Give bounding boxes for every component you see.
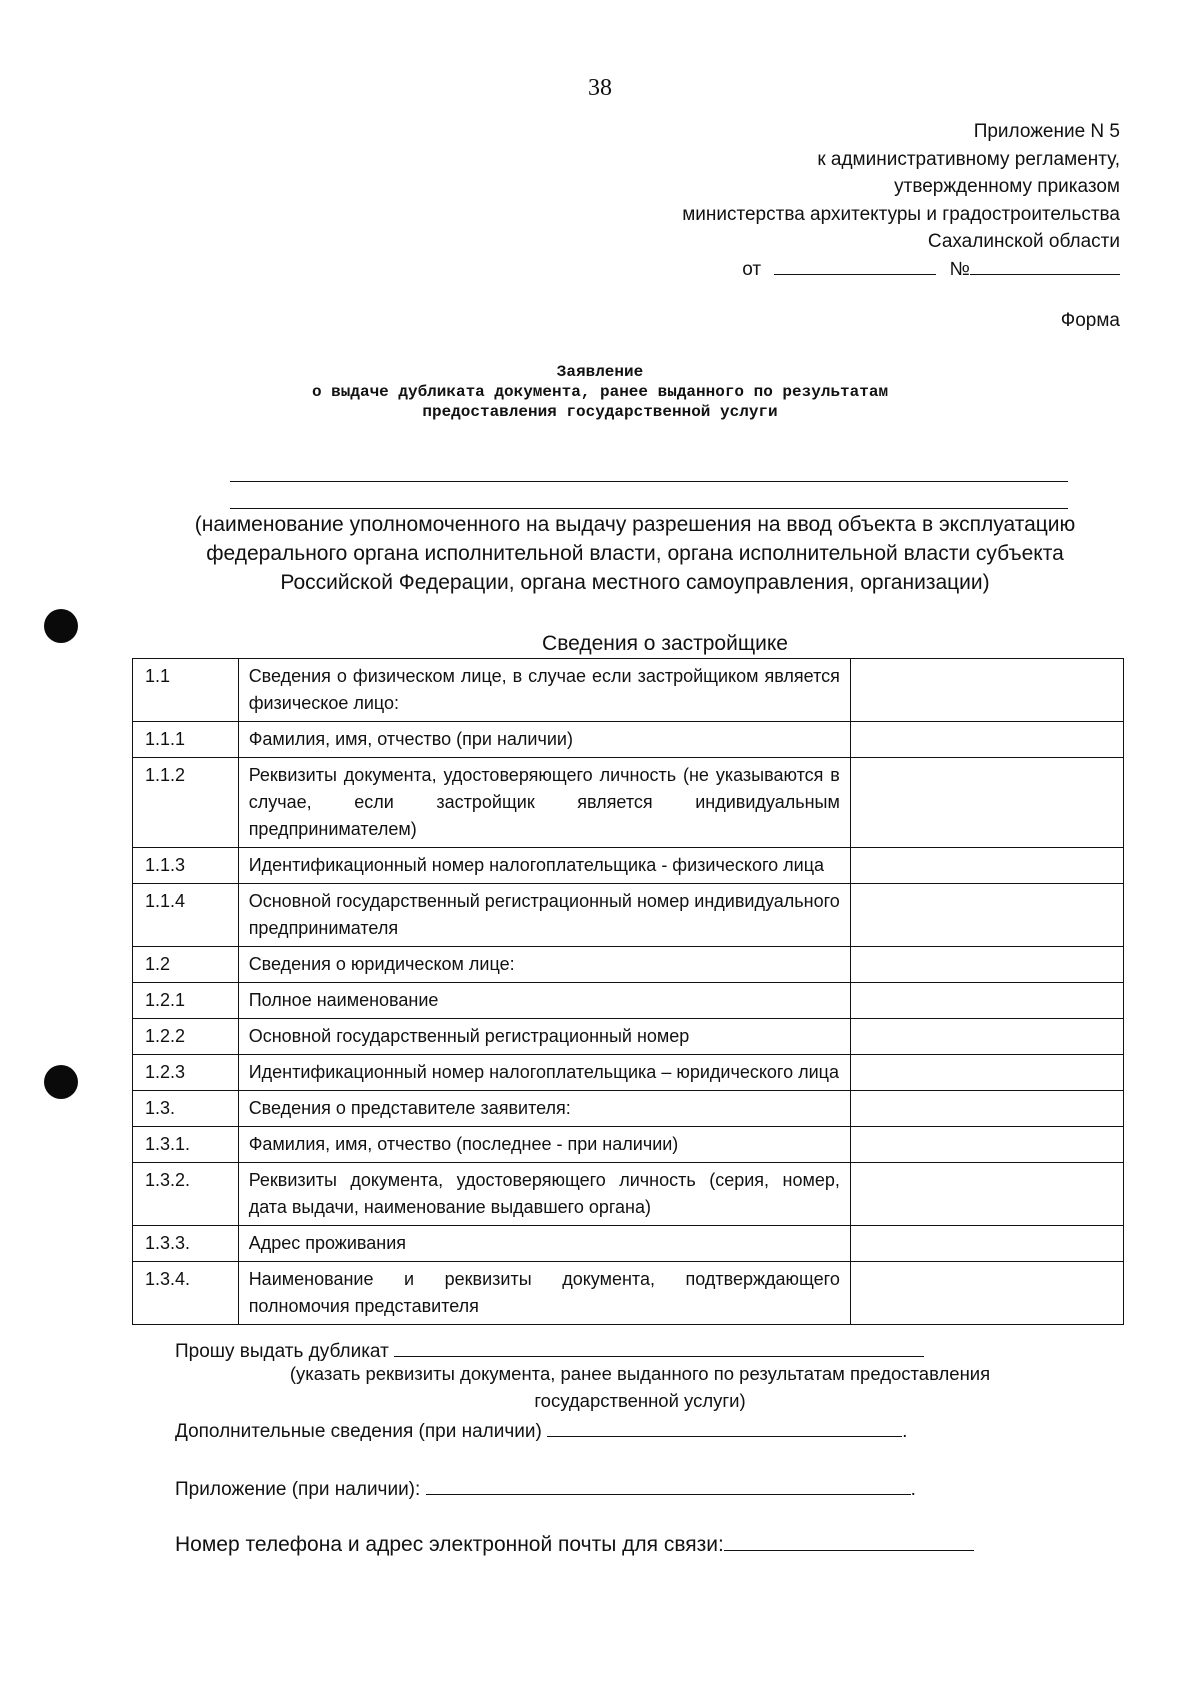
row-description: Сведения о представителе заявителя: (238, 1091, 850, 1127)
table-row (133, 1055, 1124, 1091)
row-number: 1.1.1 (133, 722, 239, 758)
row-value-field[interactable] (850, 1091, 1123, 1127)
row-value-field[interactable] (850, 1055, 1123, 1091)
row-description: Фамилия, имя, отчество (при наличии) (238, 722, 850, 758)
row-description: Основной государственный регистрационный номер (238, 1019, 850, 1055)
attachment-field[interactable] (426, 1476, 911, 1495)
punch-hole (44, 1065, 78, 1099)
row-value-field[interactable] (850, 659, 1123, 722)
row-value-field[interactable] (850, 1019, 1123, 1055)
additional-info (175, 1418, 907, 1443)
row-number: 1.1.3 (133, 848, 239, 884)
table-row (133, 848, 1124, 884)
title-line-2: о выдаче дубликата документа, ранее выданного по результатам (311, 383, 889, 401)
appendix-line-3: утвержденному приказом (894, 176, 1120, 197)
contact-label: Номер телефона и адрес электронной почты для связи: (175, 1533, 724, 1556)
authority-name-line-1[interactable] (230, 481, 1068, 482)
appendix-line-4: министерства архитектуры и градостроительства (682, 203, 1120, 225)
row-value-field[interactable] (850, 884, 1123, 947)
row-description: Основной государственный регистрационный номер индивидуального предпринимателя (238, 884, 850, 947)
row-description: Сведения о физическом лице, в случае если застройщиком является физическое лицо: (238, 659, 850, 722)
contact-info (175, 1532, 974, 1557)
row-value-field[interactable] (850, 1163, 1123, 1226)
authority-caption-line-3: Российской Федерации, органа местного самоуправления, организации) (280, 571, 990, 594)
authority-caption-line-1: (наименование уполномоченного на выдачу разрешения на ввод объекта в эксплуатацию (194, 513, 1076, 536)
request-caption (140, 1360, 1140, 1414)
from-label: от (742, 258, 762, 280)
number-label: № (949, 258, 970, 280)
row-number: 1.3.1. (133, 1127, 239, 1163)
row-description: Полное наименование (238, 983, 850, 1019)
appendix-line-2: к административному регламенту, (817, 148, 1120, 170)
document-title (0, 362, 1200, 422)
contact-field[interactable] (724, 1532, 974, 1551)
row-number: 1.2.3 (133, 1055, 239, 1091)
row-number: 1.2.2 (133, 1019, 239, 1055)
table-row (133, 1226, 1124, 1262)
row-value-field[interactable] (850, 983, 1123, 1019)
appendix-date-number (560, 256, 1120, 284)
row-value-field[interactable] (850, 848, 1123, 884)
section-title: Сведения о застройщике (542, 632, 788, 655)
attachment-label: Приложение (при наличии): (175, 1479, 421, 1500)
table-row (133, 1262, 1124, 1325)
row-number: 1.3. (133, 1091, 239, 1127)
row-number: 1.2.1 (133, 983, 239, 1019)
row-number: 1.1.2 (133, 758, 239, 848)
row-value-field[interactable] (850, 1226, 1123, 1262)
table-row (133, 1091, 1124, 1127)
row-description: Фамилия, имя, отчество (последнее - при наличии) (238, 1127, 850, 1163)
title-line-1: Заявление (556, 363, 644, 381)
table-row (133, 884, 1124, 947)
request-caption-line-1: (указать реквизиты документа, ранее выданного по результатам предоставления (289, 1363, 991, 1384)
row-number: 1.3.3. (133, 1226, 239, 1262)
table-row (133, 947, 1124, 983)
row-number: 1.3.4. (133, 1262, 239, 1325)
row-description: Идентификационный номер налогоплательщика – юридического лица (238, 1055, 850, 1091)
table-row (133, 659, 1124, 722)
additional-info-field[interactable] (547, 1418, 902, 1437)
appendix-header (560, 118, 1120, 283)
request-field[interactable] (394, 1338, 924, 1357)
row-number: 1.2 (133, 947, 239, 983)
row-number: 1.3.2. (133, 1163, 239, 1226)
row-description: Реквизиты документа, удостоверяющего личность (не указываются в случае, если застройщик является индивидуальным предпринимателем) (238, 758, 850, 848)
authority-caption-line-2: федерального органа исполнительной власти, органа исполнительной власти субъекта (206, 542, 1064, 565)
attachment-end: . (910, 1479, 916, 1500)
row-description: Идентификационный номер налогоплательщика - физического лица (238, 848, 850, 884)
request-caption-line-2: государственной услуги) (534, 1390, 746, 1411)
date-field[interactable] (774, 256, 936, 275)
table-row (133, 1127, 1124, 1163)
row-description: Реквизиты документа, удостоверяющего личность (серия, номер, дата выдачи, наименование выдавшего органа) (238, 1163, 850, 1226)
authority-caption (140, 510, 1130, 597)
additional-info-label: Дополнительные сведения (при наличии) (175, 1421, 542, 1442)
row-number: 1.1 (133, 659, 239, 722)
page-number: 38 (588, 75, 612, 101)
row-value-field[interactable] (850, 947, 1123, 983)
row-value-field[interactable] (850, 758, 1123, 848)
table-row (133, 758, 1124, 848)
request-label: Прошу выдать дубликат (175, 1341, 389, 1362)
additional-info-end: . (902, 1421, 908, 1442)
table-row (133, 1163, 1124, 1226)
row-number: 1.1.4 (133, 884, 239, 947)
row-description: Адрес проживания (238, 1226, 850, 1262)
number-field[interactable] (970, 256, 1120, 275)
row-value-field[interactable] (850, 1262, 1123, 1325)
appendix-title: Приложение N 5 (973, 121, 1120, 142)
authority-name-line-2[interactable] (230, 508, 1068, 509)
table-row (133, 983, 1124, 1019)
row-value-field[interactable] (850, 722, 1123, 758)
table-row (133, 1019, 1124, 1055)
form-label: Форма (1060, 310, 1120, 331)
title-line-3: предоставления государственной услуги (422, 403, 778, 421)
row-description: Наименование и реквизиты документа, подтверждающего полномочия представителя (238, 1262, 850, 1325)
table-row (133, 722, 1124, 758)
appendix-line-5: Сахалинской области (927, 231, 1120, 252)
row-description: Сведения о юридическом лице: (238, 947, 850, 983)
attachment (175, 1476, 916, 1501)
developer-info-table (132, 658, 1124, 1325)
row-value-field[interactable] (850, 1127, 1123, 1163)
